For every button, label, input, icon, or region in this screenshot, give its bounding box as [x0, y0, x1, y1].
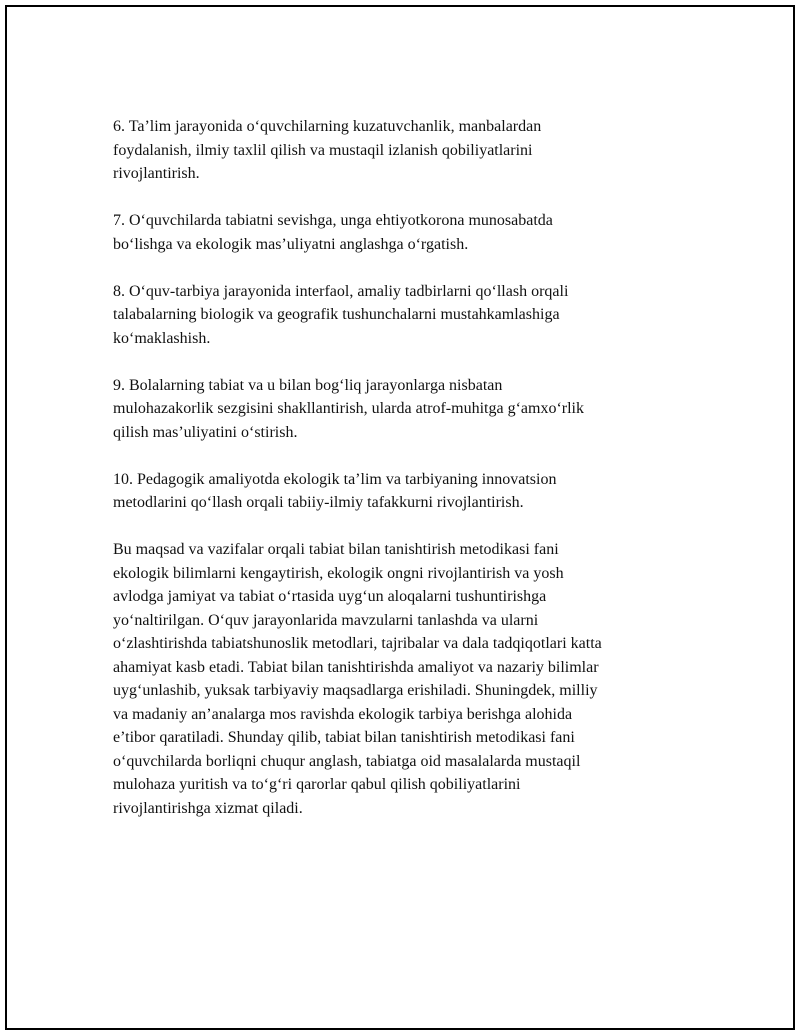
paragraph-item-8: 8. O‘quv-tarbiya jarayonida interfaol, amaliy tadbirlarni qo‘llash orqali talabalarning biologik va geografik tushunchalarni mustahkamlashiga ko‘maklashish.: [113, 282, 569, 347]
paragraph-item-9: 9. Bolalarning tabiat va u bilan bog‘liq jarayonlarga nisbatan mulohazakorlik sezgisini shakllantirish, ularda atrof-muhitga g‘amxo‘rlik qilish mas’uliyatini o‘stirish.: [113, 376, 584, 441]
paragraph-item-6: 6. Ta’lim jarayonida o‘quvchilarning kuzatuvchanlik, manbalardan foydalanish, ilmiy taxlil qilish va mustaqil izlanish qobiliyatlarini rivojlantirish.: [113, 118, 542, 182]
paragraph-conclusion: Bu maqsad va vazifalar orqali tabiat bilan tanishtirish metodikasi fani ekologik bilimlarni kengaytirish, ekologik ongni rivojlantirish va yosh avlodga jamiyat va tabiat o‘rtasida uyg‘un aloqalarni tushuntirishga yo‘naltirilgan. O‘quv jarayonlarida mavzularni tanlashda va ularni o‘zlashtirishda tabiatshunoslik metodlari, tajribalar va dala tadqiqotlari katta ahamiyat kasb etadi. Tabiat bilan tanishtirishda amaliyot va nazariy bilimlar uyg‘unlashib, yuksak tarbiyaviy maqsadlarga erishiladi. Shuningdek, milliy va madaniy an’analarga mos ravishda ekologik tarbiya berishga alohida e’tibor qaratiladi. Shunday qilib, tabiat bilan tanishtirish metodikasi fani o‘quvchilarda borliqni chuqur anglash, tabiatga oid masalalarda mustaqil mulohaza yuritish va to‘g‘ri qarorlar qabul qilish qobiliyatlarini rivojlantirishga xizmat qiladi.: [113, 541, 602, 817]
document-body: [113, 115, 673, 844]
paragraph-item-7: 7. O‘quvchilarda tabiatni sevishga, unga ehtiyotkorona munosabatda bo‘lishga va ekologik mas’uliyatni anglashga o‘rgatish.: [113, 212, 553, 253]
paragraph-item-10: 10. Pedagogik amaliyotda ekologik ta’lim va tarbiyaning innovatsion metodlarini qo‘llash orqali tabiiy-ilmiy tafakkurni rivojlantirish.: [113, 470, 557, 511]
